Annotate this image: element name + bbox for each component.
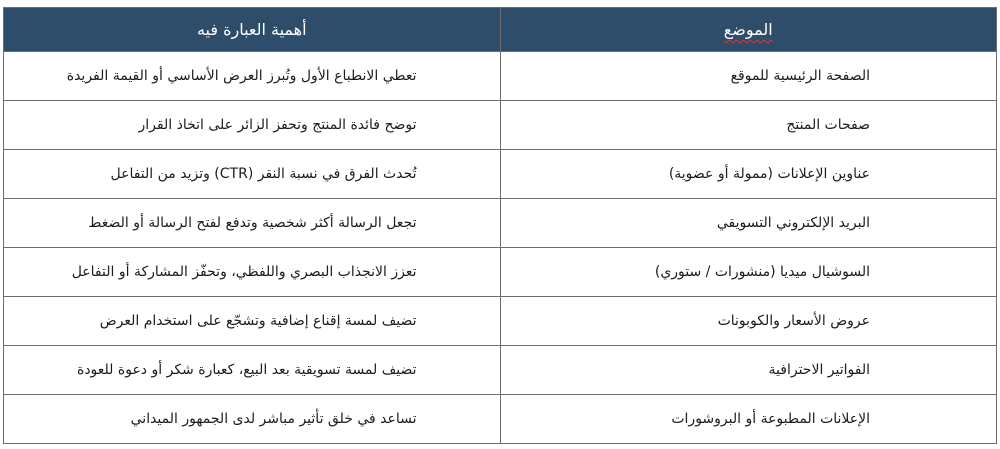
cell-position: البريد الإلكتروني التسويقي (500, 199, 997, 248)
header-importance (4, 8, 501, 52)
table-row (4, 248, 997, 297)
cell-position: الإعلانات المطبوعة أو البروشورات (500, 395, 997, 444)
header-importance-label: أهمية العبارة فيه (196, 20, 307, 39)
table-row (4, 346, 997, 395)
cell-importance: تُحدث الفرق في نسبة النقر (CTR) وتزيد من التفاعل (4, 150, 501, 199)
cell-importance: تضيف لمسة تسويقية بعد البيع، كعبارة شكر أو دعوة للعودة (4, 346, 501, 395)
cell-importance: تعزز الانجذاب البصري واللفظي، وتحفّز المشاركة أو التفاعل (4, 248, 501, 297)
cell-position: السوشيال ميديا (منشورات / ستوري) (500, 248, 997, 297)
cell-importance: تعطي الانطباع الأول وتُبرز العرض الأساسي أو القيمة الفريدة (4, 52, 501, 101)
table-row (4, 395, 997, 444)
placement-importance-table (3, 7, 997, 444)
header-position-label: الموضع (723, 20, 773, 39)
cell-position: صفحات المنتج (500, 101, 997, 150)
cell-importance: تجعل الرسالة أكثر شخصية وتدفع لفتح الرسالة أو الضغط (4, 199, 501, 248)
cell-importance: تساعد في خلق تأثير مباشر لدى الجمهور الميداني (4, 395, 501, 444)
cell-importance: تضيف لمسة إقناع إضافية وتشجّع على استخدام العرض (4, 297, 501, 346)
table-header-row (4, 8, 997, 52)
cell-position: عروض الأسعار والكوبونات (500, 297, 997, 346)
table-row (4, 150, 997, 199)
placement-table-container (3, 7, 997, 444)
table-row (4, 199, 997, 248)
cell-position: الصفحة الرئيسية للموقع (500, 52, 997, 101)
table-row (4, 297, 997, 346)
table-row (4, 101, 997, 150)
cell-importance: توضح فائدة المنتج وتحفز الزائر على اتخاذ القرار (4, 101, 501, 150)
cell-position: الفواتير الاحترافية (500, 346, 997, 395)
header-position (500, 8, 997, 52)
cell-position: عناوين الإعلانات (ممولة أو عضوية) (500, 150, 997, 199)
table-row (4, 52, 997, 101)
